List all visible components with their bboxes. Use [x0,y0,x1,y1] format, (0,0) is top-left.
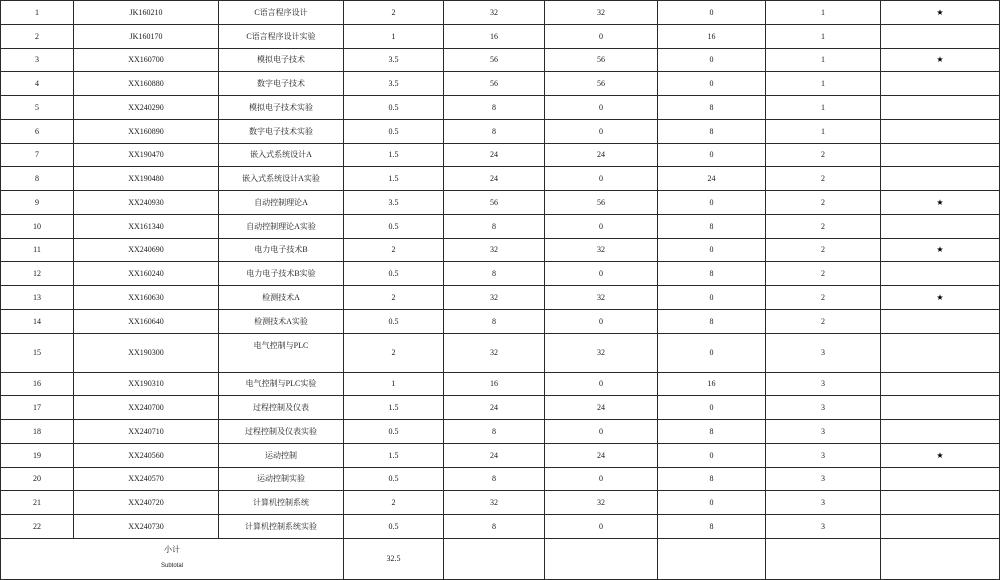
core-course-star-icon: ★ [881,48,1000,72]
semester-cell: 2 [766,143,881,167]
credit-cell: 2 [344,333,444,372]
lecture-hours-cell: 24 [545,396,658,420]
semester-cell: 3 [766,396,881,420]
course-name: 自动控制理论A [219,191,344,215]
core-course-star-icon: ★ [881,191,1000,215]
subtotal-empty-cell [881,538,1000,579]
core-course-star-icon [881,96,1000,120]
core-course-star-icon [881,467,1000,491]
semester-cell: 3 [766,420,881,444]
total-hours-cell: 32 [444,333,545,372]
table-row [1,143,1000,167]
course-code: XX240710 [74,420,219,444]
core-course-star-icon [881,72,1000,96]
row-number: 6 [1,119,74,143]
core-course-star-icon [881,262,1000,286]
row-number: 10 [1,214,74,238]
lab-hours-cell: 0 [658,443,766,467]
semester-cell: 2 [766,286,881,310]
subtotal-credit: 32.5 [344,538,444,579]
lab-hours-cell: 16 [658,372,766,396]
subtotal-empty-cell [545,538,658,579]
course-name: 运动控制 [219,443,344,467]
core-course-star-icon: ★ [881,443,1000,467]
course-name: 数字电子技术实验 [219,119,344,143]
lecture-hours-cell: 32 [545,238,658,262]
row-number: 13 [1,286,74,310]
lab-hours-cell: 0 [658,333,766,372]
core-course-star-icon [881,491,1000,515]
row-number: 11 [1,238,74,262]
course-name: 模拟电子技术 [219,48,344,72]
total-hours-cell: 8 [444,214,545,238]
lab-hours-cell: 0 [658,143,766,167]
lecture-hours-cell: 56 [545,191,658,215]
core-course-star-icon [881,515,1000,539]
total-hours-cell: 8 [444,262,545,286]
course-name: 计算机控制系统 [219,491,344,515]
lecture-hours-cell: 56 [545,72,658,96]
table-row [1,420,1000,444]
row-number: 8 [1,167,74,191]
lecture-hours-cell: 0 [545,119,658,143]
row-number: 22 [1,515,74,539]
table-row [1,333,1000,372]
row-number: 21 [1,491,74,515]
course-name: C语言程序设计 [219,1,344,25]
credit-cell: 0.5 [344,420,444,444]
lecture-hours-cell: 24 [545,143,658,167]
lecture-hours-cell: 0 [545,420,658,444]
table-row [1,119,1000,143]
table-row [1,24,1000,48]
course-name: 电力电子技术B [219,238,344,262]
row-number: 5 [1,96,74,120]
credit-cell: 1 [344,24,444,48]
course-code: JK160210 [74,1,219,25]
course-name-text: 电气控制与PLC [253,341,309,350]
table-row [1,214,1000,238]
table-row [1,167,1000,191]
course-code: XX240930 [74,191,219,215]
course-code: XX160630 [74,286,219,310]
credit-cell: 1 [344,372,444,396]
semester-cell: 2 [766,309,881,333]
course-name: 运动控制实验 [219,467,344,491]
course-name: 嵌入式系统设计A实验 [219,167,344,191]
lecture-hours-cell: 0 [545,372,658,396]
lab-hours-cell: 8 [658,420,766,444]
semester-cell: 3 [766,515,881,539]
core-course-star-icon [881,372,1000,396]
semester-cell: 2 [766,214,881,238]
row-number: 4 [1,72,74,96]
credit-cell: 2 [344,286,444,310]
row-number: 12 [1,262,74,286]
lab-hours-cell: 8 [658,309,766,333]
course-code: XX190470 [74,143,219,167]
lecture-hours-cell: 0 [545,214,658,238]
course-code: XX240570 [74,467,219,491]
total-hours-cell: 32 [444,238,545,262]
total-hours-cell: 8 [444,467,545,491]
course-code: XX240560 [74,443,219,467]
row-number: 7 [1,143,74,167]
table-row [1,262,1000,286]
course-name: 嵌入式系统设计A [219,143,344,167]
row-number: 15 [1,333,74,372]
lab-hours-cell: 8 [658,467,766,491]
credit-cell: 1.5 [344,396,444,420]
semester-cell: 1 [766,96,881,120]
row-number: 16 [1,372,74,396]
course-code: XX160240 [74,262,219,286]
lab-hours-cell: 24 [658,167,766,191]
credit-cell: 2 [344,1,444,25]
credit-cell: 3.5 [344,191,444,215]
course-code: JK160170 [74,24,219,48]
lecture-hours-cell: 0 [545,96,658,120]
course-code: XX240700 [74,396,219,420]
core-course-star-icon [881,143,1000,167]
total-hours-cell: 32 [444,1,545,25]
core-course-star-icon: ★ [881,238,1000,262]
lab-hours-cell: 0 [658,238,766,262]
semester-cell: 3 [766,333,881,372]
subtotal-row [1,538,1000,579]
course-name: 自动控制理论A实验 [219,214,344,238]
semester-cell: 2 [766,191,881,215]
lab-hours-cell: 0 [658,48,766,72]
table-row [1,309,1000,333]
course-name: 电气控制与PLC实验 [219,372,344,396]
core-course-star-icon [881,119,1000,143]
core-course-star-icon [881,420,1000,444]
row-number: 1 [1,1,74,25]
credit-cell: 3.5 [344,72,444,96]
credit-cell: 0.5 [344,214,444,238]
total-hours-cell: 56 [444,48,545,72]
row-number: 2 [1,24,74,48]
core-course-star-icon [881,24,1000,48]
semester-cell: 2 [766,167,881,191]
lecture-hours-cell: 0 [545,24,658,48]
lecture-hours-cell: 0 [545,309,658,333]
total-hours-cell: 24 [444,143,545,167]
course-name: 检测技术A实验 [219,309,344,333]
total-hours-cell: 8 [444,119,545,143]
course-code: XX240690 [74,238,219,262]
table-row [1,48,1000,72]
course-code: XX160890 [74,119,219,143]
row-number: 18 [1,420,74,444]
subtotal-empty-cell [766,538,881,579]
row-number: 3 [1,48,74,72]
lecture-hours-cell: 32 [545,333,658,372]
subtotal-label-cn: 小计 [164,545,180,555]
lecture-hours-cell: 24 [545,443,658,467]
credit-cell: 1.5 [344,143,444,167]
credit-cell: 2 [344,491,444,515]
credit-cell: 0.5 [344,119,444,143]
course-name [219,333,344,372]
lab-hours-cell: 0 [658,72,766,96]
course-name: 电力电子技术B实验 [219,262,344,286]
credit-cell: 0.5 [344,309,444,333]
row-number: 17 [1,396,74,420]
semester-cell: 1 [766,1,881,25]
lab-hours-cell: 0 [658,191,766,215]
total-hours-cell: 56 [444,72,545,96]
core-course-star-icon [881,309,1000,333]
lab-hours-cell: 0 [658,1,766,25]
table-row [1,96,1000,120]
subtotal-label-en: Subtotal [160,563,184,570]
lecture-hours-cell: 32 [545,286,658,310]
table-row [1,191,1000,215]
lab-hours-cell: 8 [658,214,766,238]
course-name: 数字电子技术 [219,72,344,96]
lab-hours-cell: 0 [658,396,766,420]
total-hours-cell: 8 [444,96,545,120]
course-code: XX190310 [74,372,219,396]
semester-cell: 1 [766,119,881,143]
table-row [1,491,1000,515]
total-hours-cell: 8 [444,515,545,539]
subtotal-label-cell [1,538,344,579]
core-course-star-icon: ★ [881,286,1000,310]
lab-hours-cell: 16 [658,24,766,48]
credit-cell: 0.5 [344,96,444,120]
row-number: 14 [1,309,74,333]
total-hours-cell: 32 [444,286,545,310]
core-course-star-icon [881,214,1000,238]
course-code: XX240730 [74,515,219,539]
course-name: C语言程序设计实验 [219,24,344,48]
table-row [1,443,1000,467]
subtotal-empty-cell [444,538,545,579]
table-row [1,372,1000,396]
credit-cell: 1.5 [344,443,444,467]
lecture-hours-cell: 0 [545,262,658,286]
semester-cell: 3 [766,372,881,396]
row-number: 20 [1,467,74,491]
semester-cell: 2 [766,262,881,286]
semester-cell: 1 [766,48,881,72]
subtotal-empty-cell [658,538,766,579]
table-row [1,1,1000,25]
credit-cell: 2 [344,238,444,262]
lab-hours-cell: 8 [658,515,766,539]
course-name: 过程控制及仪表实验 [219,420,344,444]
total-hours-cell: 32 [444,491,545,515]
total-hours-cell: 24 [444,443,545,467]
total-hours-cell: 24 [444,396,545,420]
semester-cell: 2 [766,238,881,262]
course-table-body [1,1,1000,580]
course-code: XX160880 [74,72,219,96]
total-hours-cell: 8 [444,309,545,333]
core-course-star-icon [881,396,1000,420]
total-hours-cell: 56 [444,191,545,215]
semester-cell: 1 [766,72,881,96]
course-code: XX190300 [74,333,219,372]
course-code: XX240290 [74,96,219,120]
lecture-hours-cell: 32 [545,1,658,25]
table-row [1,72,1000,96]
core-course-star-icon: ★ [881,1,1000,25]
row-number: 19 [1,443,74,467]
credit-cell: 0.5 [344,262,444,286]
lecture-hours-cell: 0 [545,467,658,491]
lecture-hours-cell: 0 [545,167,658,191]
lab-hours-cell: 0 [658,491,766,515]
lecture-hours-cell: 32 [545,491,658,515]
course-code: XX161340 [74,214,219,238]
course-code: XX160640 [74,309,219,333]
credit-cell: 0.5 [344,515,444,539]
total-hours-cell: 16 [444,24,545,48]
row-number: 9 [1,191,74,215]
credit-cell: 3.5 [344,48,444,72]
table-row [1,467,1000,491]
total-hours-cell: 24 [444,167,545,191]
core-course-star-icon [881,167,1000,191]
total-hours-cell: 16 [444,372,545,396]
semester-cell: 3 [766,467,881,491]
lab-hours-cell: 0 [658,286,766,310]
course-name: 模拟电子技术实验 [219,96,344,120]
lab-hours-cell: 8 [658,262,766,286]
course-name: 检测技术A [219,286,344,310]
lab-hours-cell: 8 [658,119,766,143]
total-hours-cell: 8 [444,420,545,444]
table-row [1,286,1000,310]
course-name: 计算机控制系统实验 [219,515,344,539]
lecture-hours-cell: 0 [545,515,658,539]
semester-cell: 3 [766,491,881,515]
table-row [1,238,1000,262]
core-course-star-icon [881,333,1000,372]
table-row [1,515,1000,539]
lab-hours-cell: 8 [658,96,766,120]
course-code: XX240720 [74,491,219,515]
credit-cell: 1.5 [344,167,444,191]
course-code: XX190480 [74,167,219,191]
course-name: 过程控制及仪表 [219,396,344,420]
course-code: XX160700 [74,48,219,72]
lecture-hours-cell: 56 [545,48,658,72]
semester-cell: 3 [766,443,881,467]
semester-cell: 1 [766,24,881,48]
credit-cell: 0.5 [344,467,444,491]
table-row [1,396,1000,420]
